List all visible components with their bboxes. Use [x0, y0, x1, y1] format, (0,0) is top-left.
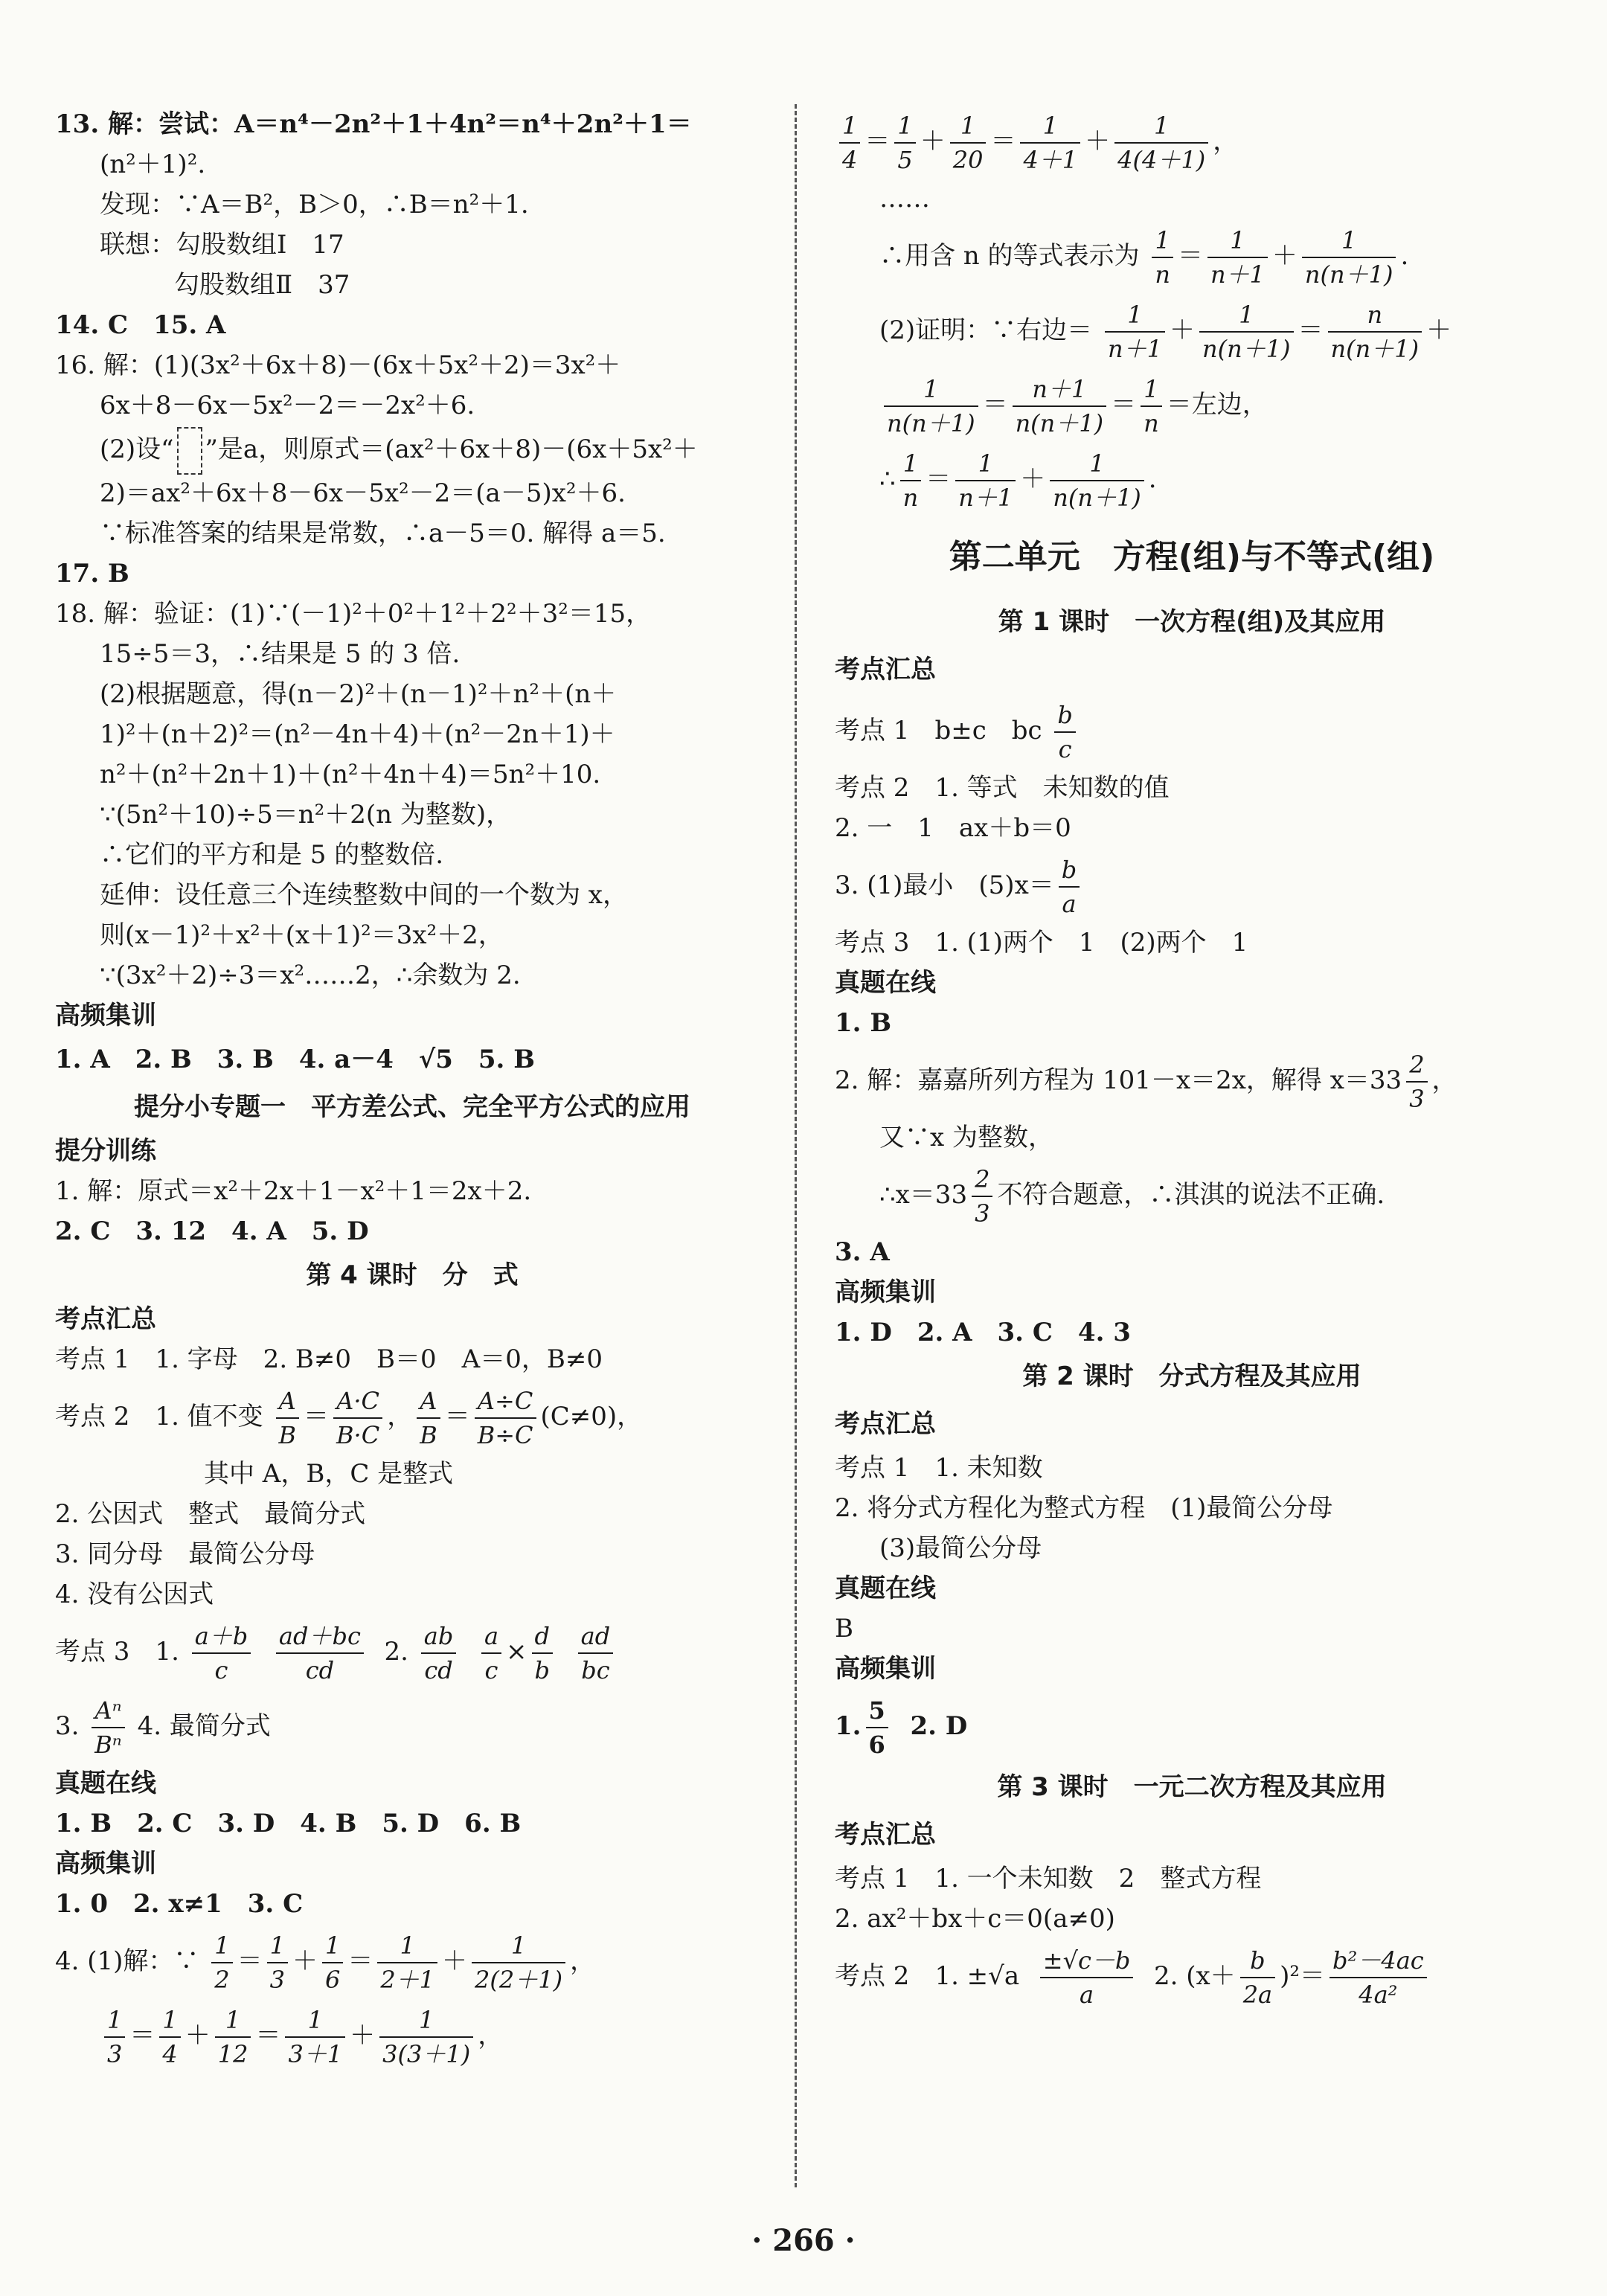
- answer2-text: 2. 解：嘉嘉所列方程为 101－x＝2x，解得 x＝33: [835, 1065, 1402, 1095]
- fraction-1-4x4p1: $\frac{1}{4(4+1)}$: [1114, 109, 1208, 176]
- heading-key-points-r1: 考点汇总: [835, 655, 936, 684]
- key-point-2-item2: 2. 公因式 整式 最简分式: [55, 1499, 366, 1529]
- answer-16-line1: 16. 解：(1)(3x²＋6x＋8)－(6x＋5x²＋2)＝3x²＋: [55, 350, 621, 380]
- real-exam-r1-answer1: 1. B: [835, 1008, 892, 1038]
- heading-key-points: 考点汇总: [55, 1304, 156, 1334]
- answer-18-line2: 15÷5＝3，∴结果是 5 的 3 倍.: [100, 639, 461, 669]
- answer-13-associate2: 勾股数组Ⅱ 37: [174, 270, 350, 300]
- fraction-1-4p1: $\frac{1}{4+1}$: [1020, 109, 1080, 176]
- fraction-2-3: $\frac{2}{3}$: [1406, 1048, 1427, 1115]
- answer2-line3-start: ∴x＝33: [879, 1180, 968, 1210]
- fraction-1-nnp1: $\frac{1}{n(n+1)}$: [1302, 224, 1396, 291]
- fraction-b-c: $\frac{b}{c}$: [1054, 699, 1075, 766]
- key-point-2-item4: 4. 没有公因式: [55, 1580, 214, 1609]
- fraction-1-3: $\frac{1}{3}$: [267, 1929, 288, 1996]
- item-3-label: 3.: [55, 1711, 80, 1741]
- heading-real-exam-r1: 真题在线: [835, 968, 936, 998]
- real-exam-r1-answer2-line2: 又∵x 为整数，: [879, 1123, 1053, 1152]
- fraction-ad-bc: $\frac{ad}{bc}$: [578, 1620, 614, 1687]
- answer-16-line5: ∵标准答案的结果是常数，∴a－5＝0. 解得 a＝5.: [100, 519, 666, 548]
- proof-label: (2)证明：∵右边＝: [879, 315, 1093, 345]
- heading-score-training: 提分训练: [55, 1136, 156, 1166]
- fraction-ab-cd: $\frac{ab}{cd}$: [421, 1620, 457, 1687]
- answer-17: 17. B: [55, 559, 129, 589]
- answer-14-15: 14. C 15. A: [55, 310, 226, 340]
- real-exam-r1-answer2: 2. 解：嘉嘉所列方程为 101－x＝2x，解得 x＝33 $\frac{2}{3}$ ，: [835, 1043, 1549, 1117]
- high-frequency-q4-line2: $\frac{1}{3}$ ＝ $\frac{1}{4}$ ＋ $\frac{1}{12}$ ＝ $\frac{1}{3+1}$ ＋ $\frac{1}{3(3+1)}$ ，: [55, 1998, 769, 2073]
- fraction-n-nnp1: $\frac{n}{n(n+1)}$: [1328, 298, 1422, 365]
- answer2-text-r2: 2. D: [910, 1711, 968, 1741]
- key-point-1: 考点 1 1. 字母 2. B≠0 B＝0 A＝0，B≠0: [55, 1344, 603, 1374]
- heading-high-frequency: 高频集训: [55, 1001, 156, 1030]
- fraction-1-np1: $\frac{1}{n+1}$: [1207, 224, 1268, 291]
- fraction-ac-bc: $\frac{A\cdot C}{B\cdot C}$: [333, 1385, 382, 1452]
- q4-proof-line3: ∴ $\frac{1}{n}$ ＝ $\frac{1}{n+1}$ ＋ $\frac{1}{n(n+1)}$ .: [835, 442, 1549, 516]
- left-column: [55, 104, 769, 2073]
- section-special-topic-1: 提分小专题一 平方差公式、完全平方公式的应用: [134, 1092, 690, 1122]
- answer-18-line10: ∵(3x²＋2)÷3＝x²……2，∴余数为 2.: [100, 961, 521, 990]
- key-point-r2-item2: 2. 一 1 ax＋b＝0: [835, 813, 1071, 843]
- high-frequency-answers: 1. A 2. B 3. B 4. a－4 √5 5. B: [55, 1045, 535, 1074]
- key-point-l2-3: (3)最简公分母: [879, 1533, 1042, 1563]
- answer-13-associate1: 联想：勾股数组Ⅰ 17: [100, 230, 344, 260]
- q4-label: 4. (1)解：∵: [55, 1946, 199, 1976]
- key-point-3: 考点 3 1. $\frac{a+b}{c}$ $\frac{ad+bc}{cd}$ 2. $\frac{ab}{cd}$ $\frac{a}{c}$ × $\frac{d}{b}$ $\frac{ad}{bc}$: [55, 1614, 769, 1689]
- key-point-2-condition: (C≠0)，: [540, 1402, 643, 1431]
- item3-text: 3. (1)最小 (5)x＝: [835, 870, 1054, 900]
- key-point-l3-1: 考点 1 1. 一个未知数 2 整式方程: [835, 1864, 1262, 1893]
- q4-proof-line1: (2)证明：∵右边＝ $\frac{1}{n+1}$ ＋ $\frac{1}{n(n+1)}$ ＝ $\frac{n}{n(n+1)}$ ＋: [835, 293, 1549, 368]
- fraction-1-2: $\frac{1}{2}$: [211, 1929, 232, 1996]
- answer-18-line6: ∵(5n²＋10)÷5＝n²＋2(n 为整数)，: [100, 800, 512, 830]
- answer-13-line2: (n²＋1)².: [100, 150, 206, 179]
- answer-18-line9: 则(x－1)²＋x²＋(x＋1)²＝3x²＋2，: [100, 920, 504, 950]
- key-point-2-item3: 3. 同分母 最简公分母: [55, 1539, 315, 1569]
- fraction-1-5: $\frac{1}{5}$: [894, 109, 915, 176]
- fraction-an-bn: $\frac{\text{Aⁿ}}{\text{Bⁿ}}$: [92, 1694, 124, 1761]
- fraction-1-2p1: $\frac{1}{2+1}$: [377, 1929, 437, 1996]
- fraction-1-nnp1c: $\frac{1}{n(n+1)}$: [884, 373, 978, 440]
- answer-16-line4: 2)＝ax²＋6x＋8－6x－5x²－2＝(a－5)x²＋6.: [100, 478, 626, 508]
- heading-key-points-r3: 考点汇总: [835, 1820, 936, 1850]
- fraction-5-6: $\frac{5}{6}$: [866, 1694, 888, 1761]
- answer-18-line1: 18. 解：验证：(1)∵(－1)²＋0²＋1²＋2²＋3²＝15，: [55, 599, 652, 629]
- key-point-l3-3: [835, 1939, 1549, 2013]
- key-point-l2-1: 考点 1 1. 未知数: [835, 1453, 1043, 1483]
- fraction-discriminant: $\frac{\text{b²－4ac}}{\text{4a²}}$: [1329, 1944, 1427, 2011]
- fraction-1-np1c: $\frac{1}{n+1}$: [955, 447, 1016, 514]
- key-point-r2: 考点 2 1. 等式 未知数的值: [835, 773, 1170, 803]
- answer-18-line3: (2)根据题意，得(n－2)²＋(n－1)²＋n²＋(n＋: [100, 679, 617, 709]
- heading-real-exam: 真题在线: [55, 1769, 156, 1798]
- high-frequency-q4-line1: 4. (1)解：∵ $\frac{1}{2}$ ＝ $\frac{1}{3}$ ＋ $\frac{1}{6}$ ＝ $\frac{1}{2+1}$ ＋ $\frac{1}{2(2+1)}$ ，: [55, 1924, 769, 1998]
- high-frequency-r1-answers: 1. D 2. A 3. C 4. 3: [835, 1318, 1131, 1347]
- answer-18-line5: n²＋(n²＋2n＋1)＋(n²＋4n＋4)＝5n²＋10.: [100, 760, 601, 789]
- fraction-1-12: $\frac{1}{12}$: [215, 2004, 251, 2071]
- right-column: [835, 104, 1549, 2013]
- key-point-3-item3: [55, 1689, 769, 1763]
- key-point-2: 考点 2 1. 值不变 $\frac{A}{B}$ ＝ $\frac{A\cdot C}{B\cdot C}$ ， $\frac{A}{B}$ ＝ $\frac{A\div C}{B\div C}$ (C≠0)，: [55, 1379, 769, 1454]
- fraction-a-b: $\frac{A}{B}$: [276, 1385, 300, 1452]
- key-point-3-item2: 2.: [384, 1637, 408, 1667]
- unit-title: 第二单元 方程(组)与不等式(组): [949, 538, 1435, 576]
- section-lesson-3: 第 3 课时 一元二次方程及其应用: [997, 1772, 1387, 1802]
- ellipsis: ……: [879, 184, 930, 214]
- section-lesson-2: 第 2 课时 分式方程及其应用: [1022, 1362, 1361, 1391]
- key-point-r3: 考点 3 1. (1)两个 1 (2)两个 1: [835, 928, 1248, 958]
- q4-proof-line2: $\frac{1}{n(n+1)}$ ＝ $\frac{n+1}{n(n+1)}$ ＝ $\frac{1}{n}$ ＝左边，: [835, 368, 1549, 442]
- dashed-box-icon: [177, 427, 202, 475]
- answer-16-line3: [55, 426, 769, 473]
- q4-expression-text: ∴用含 n 的等式表示为: [879, 241, 1140, 271]
- fraction-1-3p1: $\frac{1}{3+1}$: [285, 2004, 345, 2071]
- fraction-adivc-bdivc: $\frac{A\div C}{B\div C}$: [475, 1385, 536, 1452]
- real-exam-r1-answer2-line3: [835, 1158, 1549, 1232]
- key-point-2-note: 其中 A，B，C 是整式: [204, 1459, 454, 1489]
- fraction-1-6: $\frac{1}{6}$: [322, 1929, 343, 1996]
- high-frequency-answers-2: 1. 0 2. x≠1 3. C: [55, 1889, 304, 1919]
- fraction-1-np1b: $\frac{1}{n+1}$: [1105, 298, 1165, 365]
- fraction-1-nb: $\frac{1}{n}$: [1141, 373, 1162, 440]
- key-point-l3-3-start: 考点 2 1. ±√a: [835, 1961, 1020, 1991]
- answer-18-line8: 延伸：设任意三个连续整数中间的一个数为 x，: [100, 880, 628, 910]
- fraction-1-nnp1b: $\frac{1}{n(n+1)}$: [1199, 298, 1294, 365]
- fraction-a-b-2: $\frac{A}{B}$: [417, 1385, 440, 1452]
- fraction-1-3x3p1: $\frac{1}{3(3+1)}$: [379, 2004, 473, 2071]
- high-frequency-r2-answers: [835, 1689, 1549, 1763]
- item-4-text: 4. 最简分式: [137, 1711, 271, 1741]
- training-answer-1: 1. 解：原式＝x²＋2x＋1－x²＋1＝2x＋2.: [55, 1176, 532, 1206]
- answer-16-line2: 6x＋8－6x－5x²－2＝－2x²＋6.: [100, 391, 475, 420]
- key-point-r1-text: 考点 1 b±c bc: [835, 716, 1042, 745]
- key-point-l3-2: 2. ax²＋bx＋c＝0(a≠0): [835, 1904, 1115, 1934]
- answer-13-line1: 13. 解：尝试：A＝n⁴－2n²＋1＋4n²＝n⁴＋2n²＋1＝: [55, 109, 692, 139]
- fraction-pm-sqrtc-b-a: $\frac{\pm√c-b}{a}$: [1040, 1944, 1134, 2011]
- heading-high-frequency-2: 高频集训: [55, 1849, 156, 1879]
- key-point-l3-3-eq: )²＝: [1280, 1961, 1326, 1991]
- therefore-symbol: ∴: [879, 464, 896, 494]
- proof-left-side: ＝左边，: [1166, 390, 1268, 420]
- heading-real-exam-r2: 真题在线: [835, 1574, 936, 1603]
- fraction-a-c: $\frac{a}{c}$: [481, 1620, 501, 1687]
- fraction-2-3b: $\frac{2}{3}$: [972, 1163, 992, 1230]
- real-exam-r1-answer3: 3. A: [835, 1237, 890, 1267]
- heading-high-frequency-r2: 高频集训: [835, 1654, 936, 1684]
- key-point-2-label: 考点 2 1. 值不变: [55, 1402, 263, 1431]
- heading-high-frequency-r1: 高频集训: [835, 1277, 936, 1307]
- answer1-label: 1.: [835, 1711, 862, 1741]
- fraction-1-3b: $\frac{1}{3}$: [104, 2004, 125, 2071]
- answer-13-discover: 发现：∵A＝B²，B＞0，∴B＝n²＋1.: [100, 190, 529, 219]
- fraction-1-4r: $\frac{1}{4}$: [839, 109, 860, 176]
- fraction-apb-c: $\frac{a+b}{c}$: [192, 1620, 251, 1687]
- key-point-r2-item3: [835, 848, 1549, 923]
- fraction-1-n: $\frac{1}{n}$: [1152, 224, 1173, 291]
- key-point-l2-2: 2. 将分式方程化为整式方程 (1)最简公分母: [835, 1493, 1333, 1523]
- section-lesson-4: 第 4 课时 分 式: [306, 1260, 519, 1290]
- fraction-adbc-cd: $\frac{ad+bc}{cd}$: [276, 1620, 364, 1687]
- real-exam-answers: 1. B 2. C 3. D 4. B 5. D 6. B: [55, 1809, 522, 1838]
- answer-18-line7: ∴它们的平方和是 5 的整数倍.: [100, 840, 444, 870]
- training-answers: 2. C 3. 12 4. A 5. D: [55, 1216, 369, 1246]
- answer-16-part2-rest: ”是a，则原式＝(ax²＋6x＋8)－(6x＋5x²＋: [205, 434, 698, 464]
- fraction-b-a: $\frac{b}{a}$: [1059, 853, 1080, 920]
- fraction-b-2a: $\frac{b}{2a}$: [1240, 1944, 1275, 2011]
- page-number: · 266 ·: [751, 2223, 856, 2258]
- fraction-d-b: $\frac{d}{b}$: [532, 1620, 553, 1687]
- fraction-1-4: $\frac{1}{4}$: [159, 2004, 180, 2071]
- fraction-1-nc: $\frac{1}{n}$: [900, 447, 922, 514]
- q4-line3: $\frac{1}{4}$ ＝ $\frac{1}{5}$ ＋ $\frac{1}{20}$ ＝ $\frac{1}{4+1}$ ＋ $\frac{1}{4(4+1)}$ ，: [835, 104, 1549, 179]
- fraction-1-nnp1d: $\frac{1}{n(n+1)}$: [1050, 447, 1144, 514]
- fraction-np1-nnp1: $\frac{n+1}{n(n+1)}$: [1013, 373, 1107, 440]
- fraction-1-20: $\frac{1}{20}$: [950, 109, 987, 176]
- key-point-3-label: 考点 3 1.: [55, 1637, 179, 1667]
- answer2-line3-end: 不符合题意，∴淇淇的说法不正确.: [997, 1180, 1385, 1210]
- q4-expression: ∴用含 n 的等式表示为 $\frac{1}{n}$ ＝ $\frac{1}{n+1}$ ＋ $\frac{1}{n(n+1)}$ .: [835, 219, 1549, 293]
- section-lesson-1: 第 1 课时 一次方程(组)及其应用: [998, 607, 1386, 637]
- answer-18-line4: 1)²＋(n＋2)²＝(n²－4n＋4)＋(n²－2n＋1)＋: [100, 719, 615, 749]
- key-point-l3-3-mid: 2. (x＋: [1154, 1961, 1236, 1991]
- heading-key-points-r2: 考点汇总: [835, 1409, 936, 1439]
- answer-16-part2-start: (2)设“: [100, 434, 174, 464]
- key-point-r1: [835, 693, 1549, 768]
- fraction-1-2x2p1: $\frac{1}{2(2+1)}$: [472, 1929, 565, 1996]
- real-exam-r2-answer: B: [835, 1614, 853, 1644]
- column-divider: [795, 104, 798, 2187]
